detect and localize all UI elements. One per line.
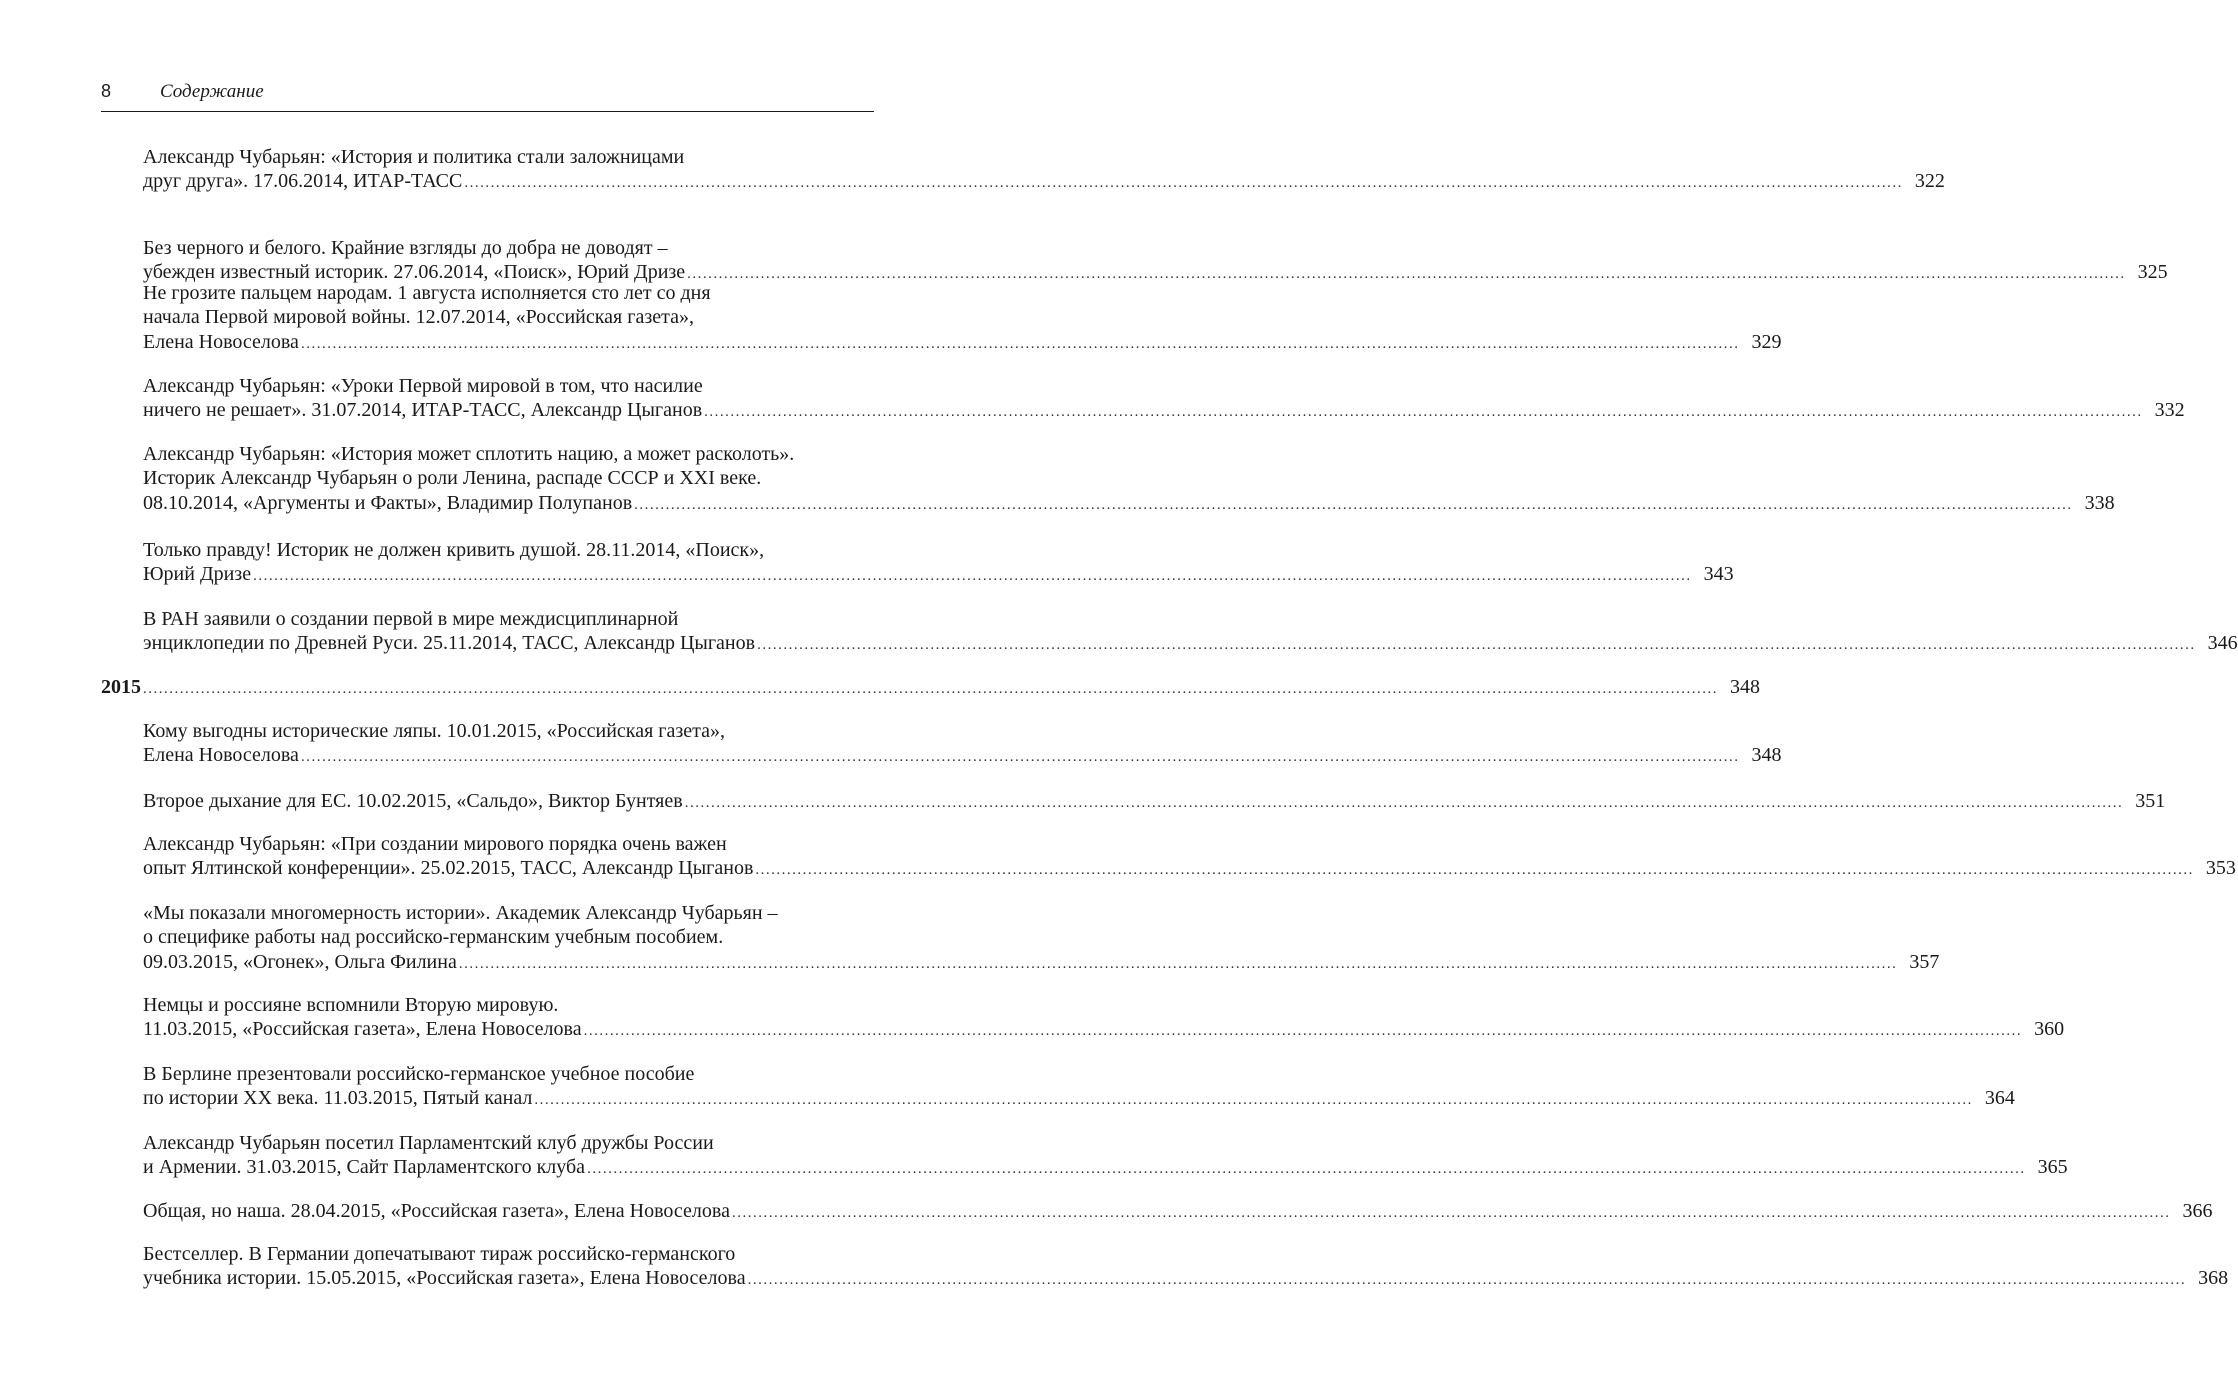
leader-dots bbox=[584, 1019, 2023, 1043]
toc-entry-last-line bbox=[143, 169, 1945, 195]
page-number: 8 bbox=[101, 81, 112, 101]
toc-entry-text: 08.10.2014, «Аргументы и Факты», Владимир Полупанов bbox=[143, 491, 633, 514]
leader-dots bbox=[587, 1157, 2026, 1181]
toc-entry-text: Второе дыхание для ЕС. 10.02.2015, «Сальдо», Виктор Бунтяев bbox=[143, 790, 683, 812]
toc-entry-line: Не грозите пальцем народам. 1 августа исполняется сто лет со дня bbox=[143, 282, 711, 304]
toc-entry-line: Немцы и россияне вспомнили Вторую мировую. bbox=[143, 994, 559, 1016]
toc-page-number: 343 bbox=[1703, 563, 1734, 586]
toc-page-number: 366 bbox=[2182, 1200, 2213, 1222]
toc-entry[interactable] bbox=[143, 1131, 2068, 1182]
toc-page-number: 353 bbox=[2205, 857, 2236, 880]
toc-entry-last-line bbox=[143, 950, 1940, 976]
leader-dots bbox=[301, 332, 1740, 356]
leader-dots bbox=[687, 262, 2126, 286]
leader-dots bbox=[732, 1201, 2171, 1225]
toc-entry-text: учебника истории. 15.05.2015, «Российская газета», Елена Новоселова bbox=[143, 1267, 746, 1290]
toc-page-number: 346 bbox=[2207, 632, 2238, 655]
toc-page-number: 332 bbox=[2154, 399, 2185, 422]
running-head bbox=[101, 81, 874, 107]
toc-page-number: 325 bbox=[2137, 261, 2168, 284]
toc-entry[interactable] bbox=[143, 789, 2166, 815]
toc-entry-last-line bbox=[143, 856, 2236, 882]
toc-entry-line: Без черного и белого. Крайние взгляды до добра не доводят – bbox=[143, 237, 668, 259]
leader-dots: ............................................................................................................................................................................................................................................................................................................ bbox=[143, 681, 1718, 697]
toc-page-number: 360 bbox=[2034, 1018, 2065, 1041]
toc-year-heading[interactable] bbox=[101, 675, 1760, 701]
toc-entry-last-line bbox=[143, 1155, 2068, 1181]
toc-entry-line: Александр Чубарьян посетил Парламентский клуб дружбы России bbox=[143, 1132, 714, 1154]
toc-entry-last-line bbox=[143, 1017, 2065, 1043]
toc-entry-text: 11.03.2015, «Российская газета», Елена Новоселова bbox=[143, 1018, 582, 1041]
toc-entry[interactable] bbox=[143, 901, 1940, 976]
toc-entry-last-line bbox=[143, 631, 2238, 657]
toc-entry-line: Александр Чубарьян: «Уроки Первой мировой в том, что насилие bbox=[143, 375, 703, 397]
toc-entry[interactable] bbox=[143, 993, 2065, 1044]
toc-page-number: 357 bbox=[1909, 950, 1940, 973]
toc-page-number: 348 bbox=[1751, 744, 1782, 767]
leader-dots bbox=[301, 745, 1740, 769]
toc-entry-line: Александр Чубарьян: «История может сплотить нацию, а может расколоть». bbox=[143, 443, 795, 465]
toc-entry[interactable] bbox=[143, 281, 1782, 356]
toc-entry[interactable] bbox=[143, 145, 1945, 196]
toc-entry-text: убежден известный историк. 27.06.2014, «Поиск», Юрий Дризе bbox=[143, 261, 686, 284]
leader-dots bbox=[755, 858, 2194, 882]
toc-entry-last-line bbox=[143, 1086, 2015, 1112]
toc-entry-text: друг друга». 17.06.2014, ИТАР-ТАСС bbox=[143, 170, 463, 193]
toc-entry-last-line bbox=[143, 789, 2166, 815]
toc-entry-line: «Мы показали многомерность истории». Академик Александр Чубарьян – bbox=[143, 902, 778, 924]
toc-page-number: 322 bbox=[1914, 170, 1945, 193]
toc-entry[interactable] bbox=[143, 719, 1782, 770]
toc-entry-line: В Берлине презентовали российско-германское учебное пособие bbox=[143, 1063, 695, 1085]
toc-page-number: 365 bbox=[2037, 1156, 2068, 1179]
toc-entry-text: Юрий Дризе bbox=[143, 563, 252, 586]
toc-entry-line: Кому выгодны исторические ляпы. 10.01.2015, «Российская газета», bbox=[143, 720, 726, 742]
leader-dots bbox=[253, 564, 1692, 588]
toc-entry-line: Александр Чубарьян: «История и политика стали заложницами bbox=[143, 146, 685, 168]
toc-entry-line: Только правду! Историк не должен кривить душой. 28.11.2014, «Поиск», bbox=[143, 539, 765, 561]
toc-entry[interactable] bbox=[143, 236, 2168, 287]
toc-entry[interactable] bbox=[143, 538, 1734, 589]
leader-dots bbox=[685, 791, 2124, 815]
toc-entry-last-line bbox=[143, 330, 1782, 356]
leader-dots bbox=[748, 1268, 2187, 1292]
header-rule bbox=[101, 111, 874, 112]
toc-entry-text: и Армении. 31.03.2015, Сайт Парламентского клуба bbox=[143, 1156, 586, 1179]
toc-entry-text: Общая, но наша. 28.04.2015, «Российская газета», Елена Новоселова bbox=[143, 1200, 730, 1222]
toc-entry-line: начала Первой мировой войны. 12.07.2014, «Российская газета», bbox=[143, 306, 694, 329]
toc-entry[interactable] bbox=[143, 1242, 2229, 1293]
toc-entry-text: энциклопедии по Древней Руси. 25.11.2014, ТАСС, Александр Цыганов bbox=[143, 632, 756, 655]
section-title: Содержание bbox=[160, 81, 264, 102]
toc-entry[interactable] bbox=[143, 832, 2236, 883]
toc-entry-line: Историк Александр Чубарьян о роли Ленина, распаде СССР и XXI веке. bbox=[143, 467, 762, 490]
toc-entry-last-line bbox=[143, 491, 2115, 517]
toc-entry-line: Александр Чубарьян: «При создании мирового порядка очень важен bbox=[143, 833, 727, 855]
toc-page-number: 329 bbox=[1751, 330, 1782, 353]
toc-entry[interactable] bbox=[143, 607, 2238, 658]
toc-entry-last-line bbox=[143, 562, 1734, 588]
toc-entry-last-line bbox=[143, 398, 2185, 424]
year-label: 2015 bbox=[101, 676, 141, 698]
leader-dots bbox=[534, 1088, 1973, 1112]
toc-entry[interactable] bbox=[143, 442, 2115, 517]
toc-page-number: 364 bbox=[1984, 1087, 2015, 1110]
toc-entry[interactable] bbox=[143, 1199, 2213, 1225]
toc-page-number: 348 bbox=[1730, 676, 1760, 698]
toc-entry-text: по истории XX века. 11.03.2015, Пятый канал bbox=[143, 1087, 533, 1110]
toc-entry[interactable] bbox=[143, 374, 2185, 425]
toc-entry-line: В РАН заявили о создании первой в мире междисциплинарной bbox=[143, 608, 679, 630]
leader-dots bbox=[464, 171, 1903, 195]
toc-entry-last-line bbox=[143, 743, 1782, 769]
toc-page-number: 351 bbox=[2135, 790, 2166, 812]
toc-page-number: 338 bbox=[2084, 491, 2115, 514]
leader-dots bbox=[459, 952, 1898, 976]
toc-entry-last-line bbox=[143, 1199, 2213, 1225]
leader-dots bbox=[757, 633, 2196, 657]
toc-entry-text: 09.03.2015, «Огонек», Ольга Филина bbox=[143, 950, 457, 973]
toc-entry-last-line bbox=[143, 1266, 2229, 1292]
toc-entry-line: о специфике работы над российско-германским учебным пособием. bbox=[143, 926, 724, 949]
toc-entry-text: Елена Новоселова bbox=[143, 330, 299, 353]
toc-page-number: 368 bbox=[2198, 1267, 2229, 1290]
toc-entry-text: опыт Ялтинской конференции». 25.02.2015, ТАСС, Александр Цыганов bbox=[143, 857, 754, 880]
leader-dots bbox=[634, 493, 2073, 517]
toc-entry-text: Елена Новоселова bbox=[143, 744, 299, 767]
leader-dots bbox=[704, 400, 2143, 424]
toc-entry-text: ничего не решает». 31.07.2014, ИТАР-ТАСС, Александр Цыганов bbox=[143, 399, 703, 422]
toc-entry[interactable] bbox=[143, 1062, 2015, 1113]
toc-entry-line: Бестселлер. В Германии допечатывают тираж российско-германского bbox=[143, 1243, 736, 1265]
